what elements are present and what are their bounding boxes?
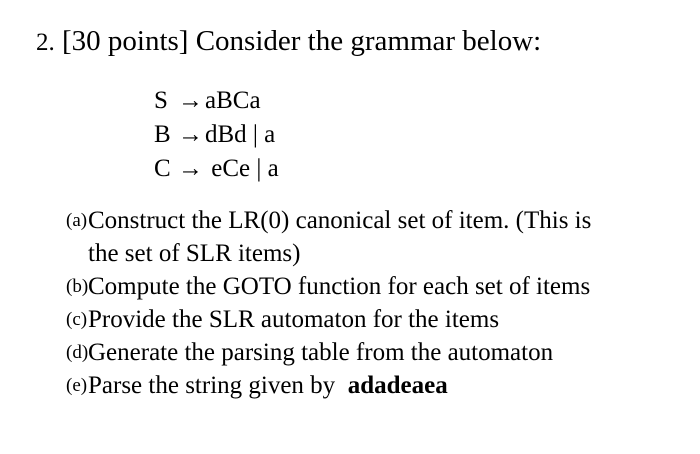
part-label: (c) [66,309,88,330]
rule-lhs: C [154,155,171,182]
grammar-rule-c [154,152,279,186]
part-label: (b) [66,276,89,297]
part-label: (d) [66,342,89,363]
grammar-rule-b [154,118,279,152]
part-d [66,336,686,369]
rule-lhs: S [154,87,168,114]
input-string: adadeaea [347,372,448,399]
grammar-rule-s [154,84,279,118]
part-text: Generate the parsing table from the automaton [88,339,554,366]
arrow-icon: → [178,121,203,148]
part-label: (e) [66,375,88,396]
arrow-icon: → [178,87,203,114]
part-e [66,369,686,402]
part-text: Construct the LR(0) canonical set of item. (This is [88,207,592,234]
rule-rhs: aBCa [205,87,261,114]
question-number: 2. [36,29,55,56]
rule-lhs: B [154,121,171,148]
part-text-line [88,369,686,402]
part-text: Parse the string given by [88,372,336,399]
part-text: Provide the SLR automaton for the items [88,306,500,333]
rule-rhs: eCe | a [211,155,279,182]
arrow-icon: → [178,155,203,182]
part-label: (a) [66,210,88,231]
part-a [66,204,686,270]
part-b [66,270,686,303]
question-parts [66,204,686,402]
question-title: [30 points] Consider the grammar below: [62,25,542,57]
part-text-continued: the set of SLR items) [88,240,301,267]
part-text: Compute the GOTO function for each set of items [88,273,591,300]
part-c [66,303,686,336]
grammar-block [154,84,279,186]
question-heading [36,24,541,60]
rule-rhs: dBd | a [205,121,276,148]
